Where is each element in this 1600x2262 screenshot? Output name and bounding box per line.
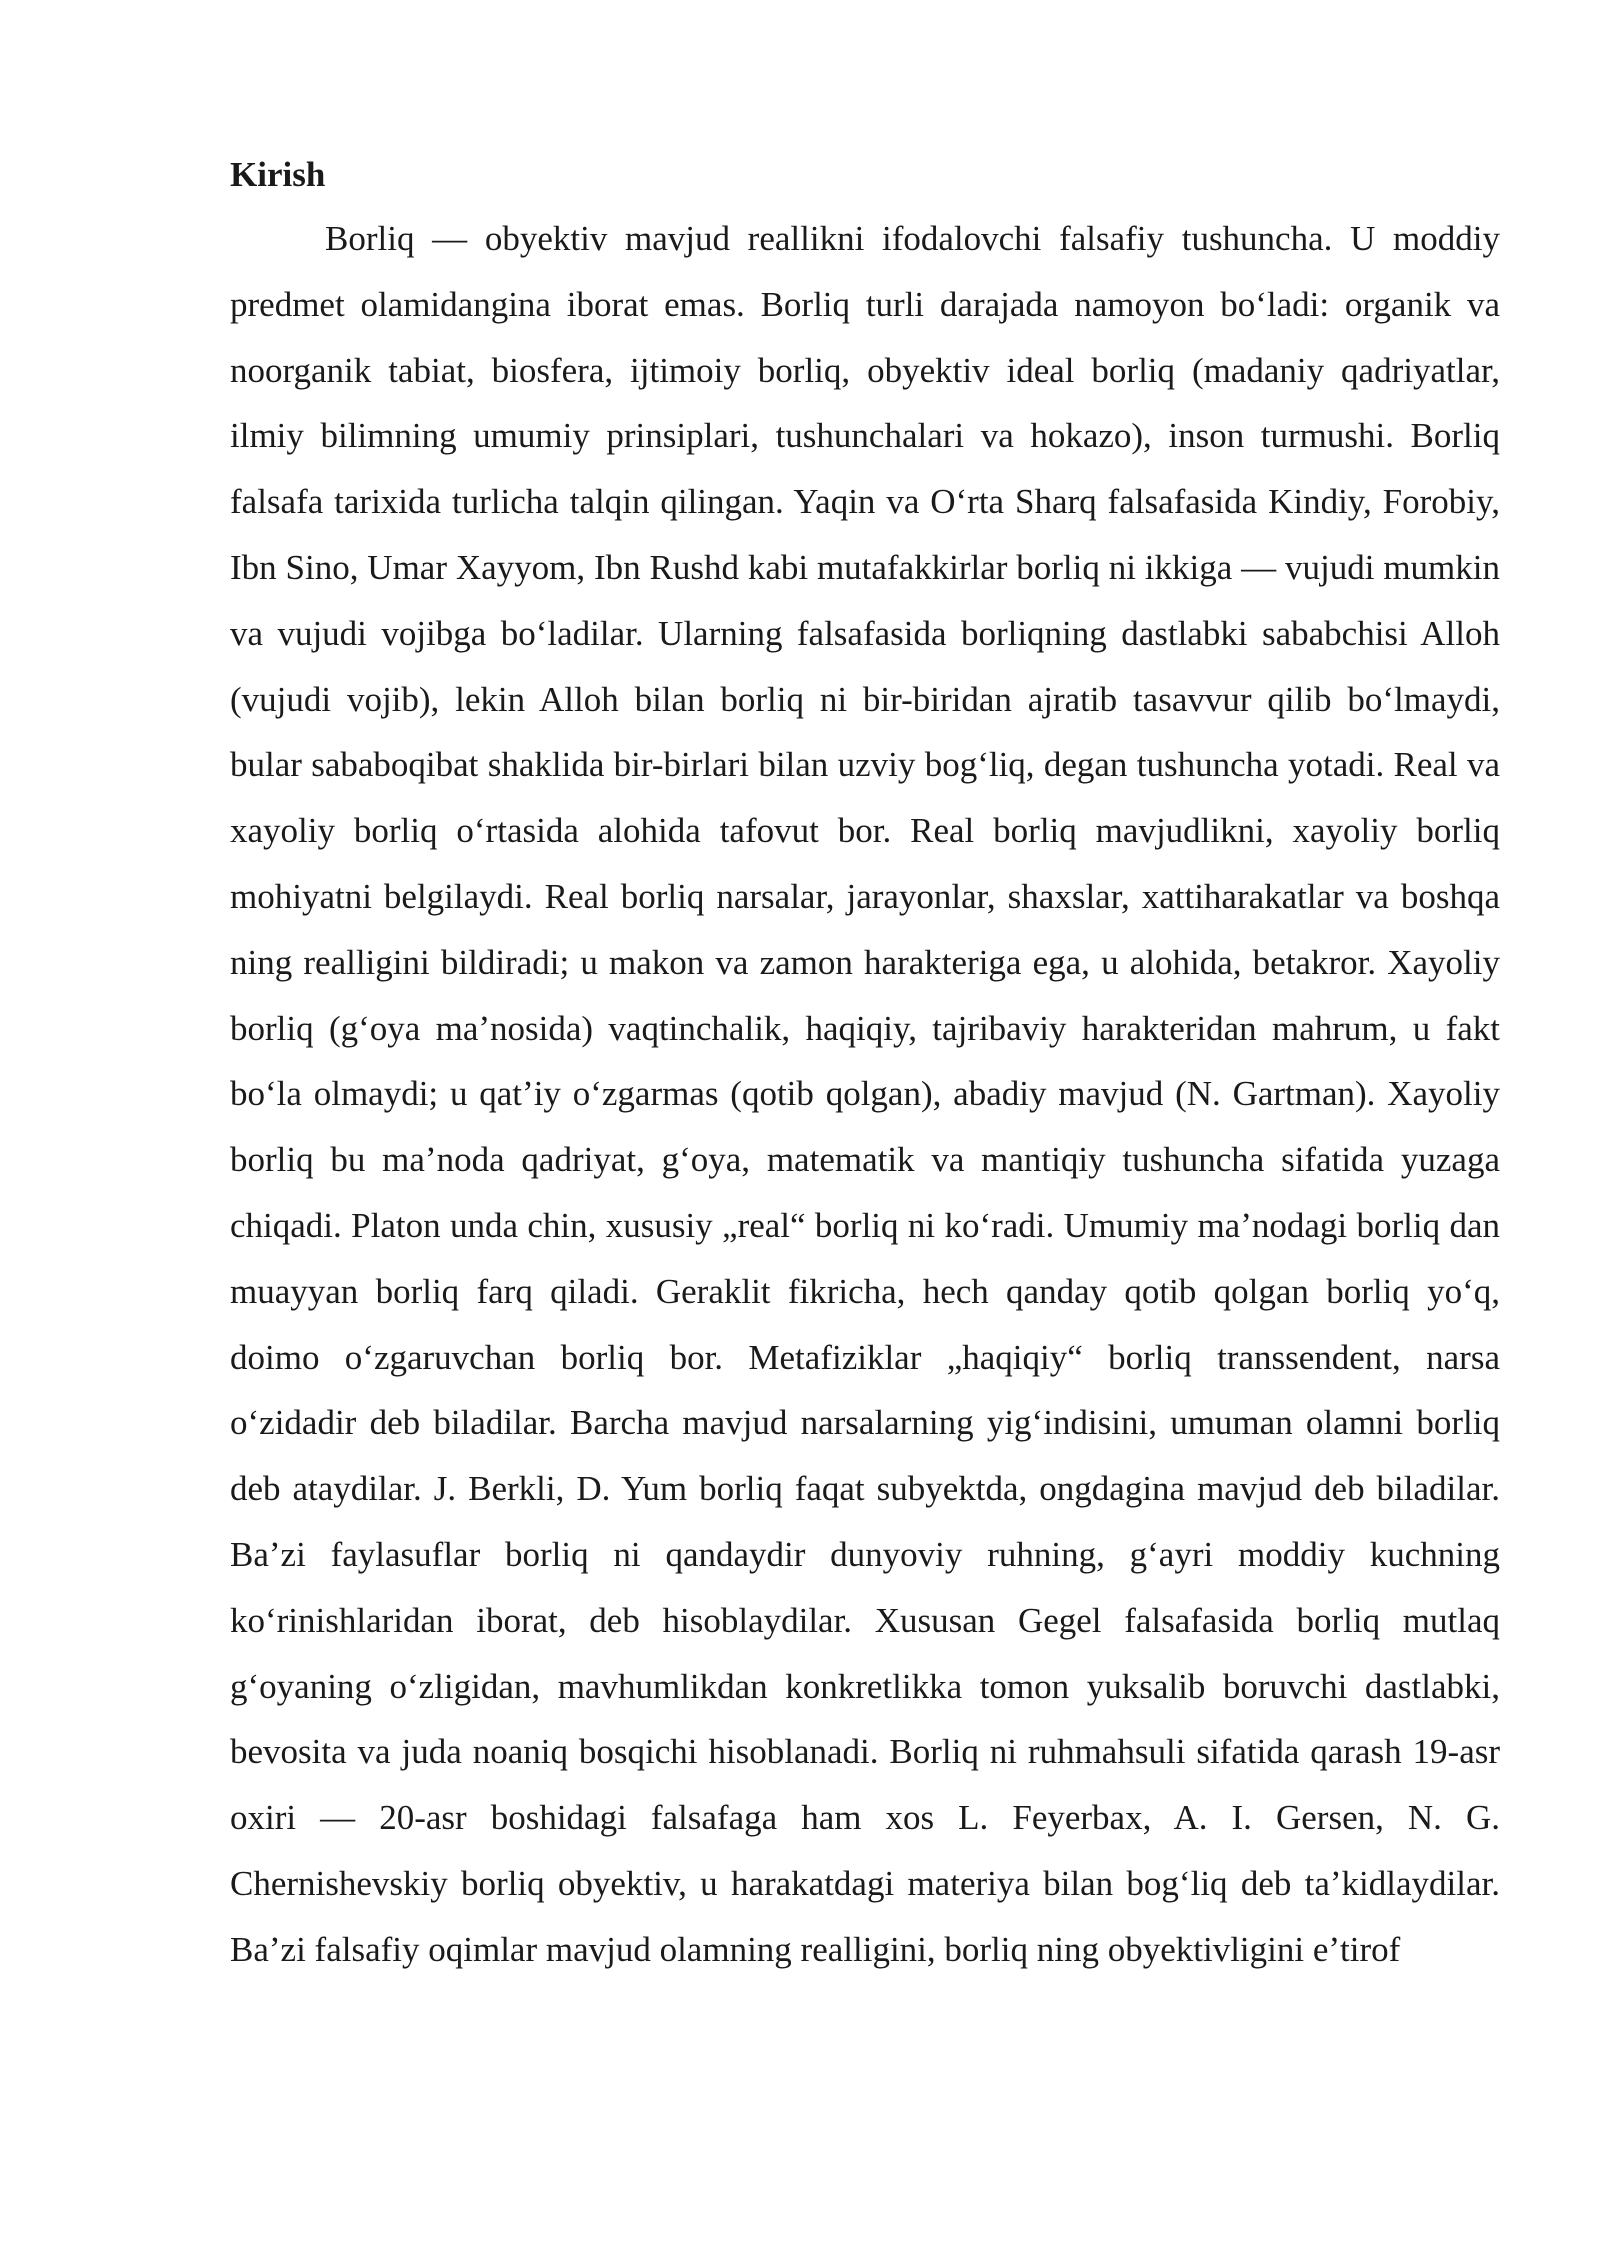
document-page (230, 150, 1500, 1983)
section-heading: Kirish (230, 155, 326, 194)
body-paragraph: Borliq — obyektiv mavjud reallikni ifodalovchi falsafiy tushuncha. U moddiy predmet olamidangina iborat emas. Borliq turli darajada namoyon boʻladi: organik va noorganik tabiat, biosfera, ijtimoiy borliq, obyektiv ideal borliq (madaniy qadriyatlar, ilmiy bilimning umumiy prinsiplari, tushunchalari va hokazo), inson turmushi. Borliq falsafa tarixida turlicha talqin qilingan. Yaqin va Oʻrta Sharq falsafasida Kindiy, Forobiy, Ibn Sino, Umar Xayyom, Ibn Rushd kabi mutafakkirlar borliq ni ikkiga — vujudi mumkin va vujudi vojibga boʻladilar. Ularning falsafasida borliqning dastlabki sababchisi Alloh (vujudi vojib), lekin Alloh bilan borliq ni bir-biridan ajratib tasavvur qilib boʻlmaydi, bular sababoqibat shaklida bir-birlari bilan uzviy bogʻliq, degan tushuncha yotadi. Real va xayoliy borliq oʻrtasida alohida tafovut bor. Real borliq mavjudlikni, xayoliy borliq mohiyatni belgilaydi. Real borliq narsalar, jarayonlar, shaxslar, xattiharakatlar va boshqa ning realligini bildiradi; u makon va zamon harakteriga ega, u alohida, betakror. Xayoliy borliq (gʻoya maʼnosida) vaqtinchalik, haqiqiy, tajribaviy harakteridan mahrum, u fakt boʻla olmaydi; u qatʼiy oʻzgarmas (qotib qolgan), abadiy mavjud (N. Gartman). Xayoliy borliq bu maʼnoda qadriyat, gʻoya, matematik va mantiqiy tushuncha sifatida yuzaga chiqadi. Platon unda chin, xususiy „real“ borliq ni koʻradi. Umumiy maʼnodagi borliq dan muayyan borliq farq qiladi. Geraklit fikricha, hech qanday qotib qolgan borliq yoʻq, doimo oʻzgaruvchan borliq bor. Metafiziklar „haqiqiy“ borliq transsendent, narsa oʻzidadir deb biladilar. Barcha mavjud narsalarning yigʻindisini, umuman olamni borliq deb ataydilar. J. Berkli, D. Yum borliq faqat subyektda, ongdagina mavjud deb biladilar. Baʼzi faylasuflar borliq ni qandaydir dunyoviy ruhning, gʻayri moddiy kuchning koʻrinishlaridan iborat, deb hisoblaydilar. Xususan Gegel falsafasida borliq mutlaq gʻoyaning oʻzligidan, mavhumlikdan konkretlikka tomon yuksalib boruvchi dastlabki, bevosita va juda noaniq bosqichi hisoblanadi. Borliq ni ruhmahsuli sifatida qarash 19-asr oxiri — 20-asr boshidagi falsafaga ham xos L. Feyerbax, A. I. Gersen, N. G. Chernishevskiy borliq obyektiv, u harakatdagi materiya bilan bogʻliq deb taʼkidlaydilar. Baʼzi falsafiy oqimlar mavjud olamning realligini, borliq ning obyektivligini eʼtirof (230, 219, 1500, 1969)
